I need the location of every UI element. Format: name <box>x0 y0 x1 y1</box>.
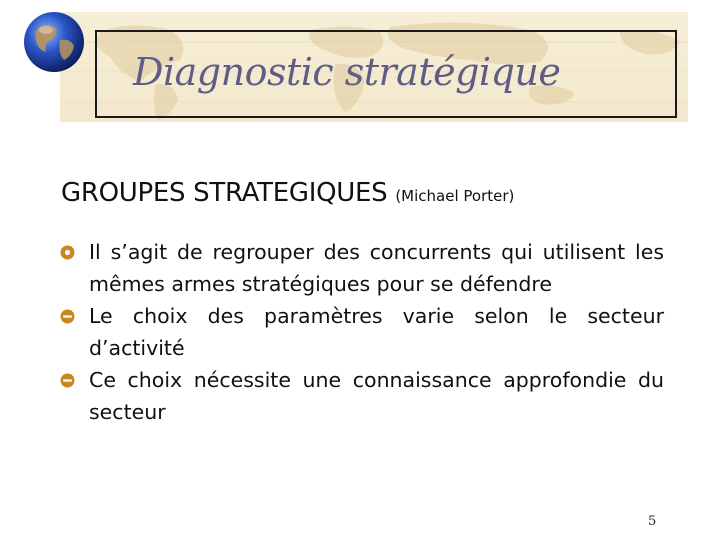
circle-bullet-icon <box>60 309 75 324</box>
circle-bullet-icon <box>60 245 75 260</box>
circle-bullet-icon <box>60 373 75 388</box>
bullet-text: Le choix des paramètres varie selon le secteur d’activité <box>89 304 664 360</box>
globe-icon <box>22 10 86 74</box>
bullet-text: Il s’agit de regrouper des concurrents qui utilisent les mêmes armes stratégiques pour se défendre <box>89 240 664 296</box>
list-item <box>60 300 664 364</box>
bullet-list <box>60 236 664 428</box>
section-heading <box>61 178 514 208</box>
list-item <box>60 364 664 428</box>
page-number: 5 <box>648 514 657 529</box>
heading-text: GROUPES STRATEGIQUES <box>61 178 388 208</box>
heading-note: (Michael Porter) <box>395 187 515 205</box>
slide-title: Diagnostic stratégique <box>133 50 561 94</box>
bullet-text: Ce choix nécessite une connaissance approfondie du secteur <box>89 368 664 424</box>
list-item <box>60 236 664 300</box>
